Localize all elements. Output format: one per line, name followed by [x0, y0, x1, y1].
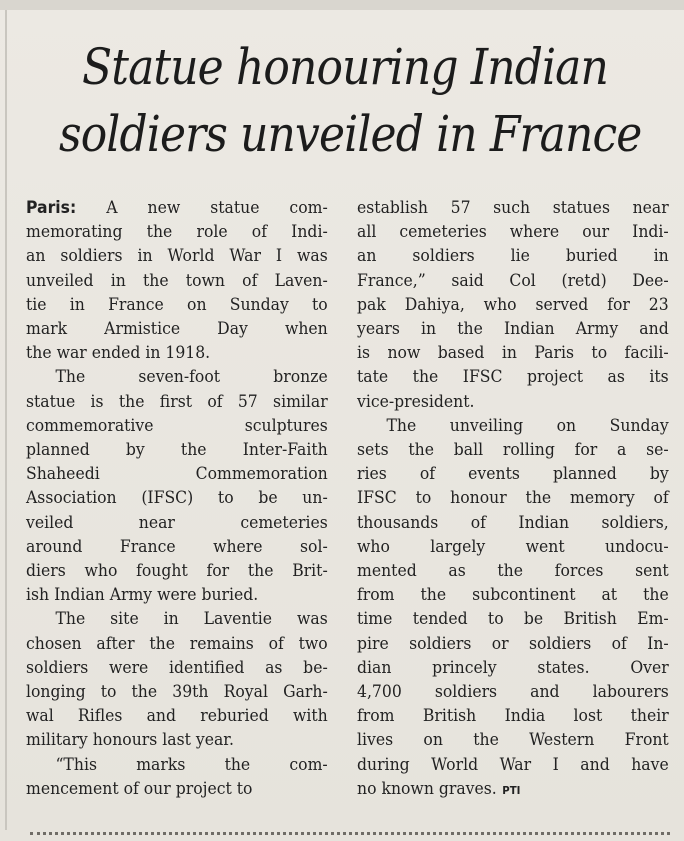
article-text-line: memorating the role of Indi- — [26, 222, 328, 243]
dateline: Paris: — [26, 198, 77, 218]
article-text-line: unveiled in the town of Laven- — [26, 270, 328, 291]
article-text-line: an soldiers lie buried in — [357, 246, 669, 267]
article-text-line: establish 57 such statues near — [357, 198, 669, 218]
article-column-left — [26, 196, 328, 801]
article-text-line: The seven-foot bronze — [55, 367, 328, 388]
article-text: A new statue com- — [76, 198, 328, 218]
article-text-line: statue is the first of 57 similar — [26, 391, 328, 412]
article-text-line: planned by the Inter-Faith — [26, 440, 328, 461]
article-text: no known graves. — [357, 778, 497, 799]
article-text-line: sets the ball rolling for a se- — [357, 440, 669, 461]
article-text-line: The unveiling on Sunday — [386, 415, 669, 436]
headline-line-2: soldiers unveiled in France — [59, 105, 642, 163]
article-text-line: mented as the forces sent — [357, 561, 669, 582]
byline: PTI — [502, 783, 521, 797]
article-text-line: thousands of Indian soldiers, — [357, 512, 669, 533]
article-text-line: tie in France on Sunday to — [26, 294, 328, 315]
article-text-line: soldiers were identified as be- — [26, 657, 328, 678]
article-text-line: IFSC to honour the memory of — [357, 488, 669, 509]
article-text-line: ish Indian Army were buried. — [26, 585, 259, 606]
article-text-line: time tended to be British Em- — [357, 609, 669, 630]
article-text-line: Shaheedi Commemoration — [26, 464, 328, 485]
article-text-line: mencement of our project to — [26, 778, 253, 799]
article-text-line: years in the Indian Army and — [357, 319, 669, 340]
article-text-line: ries of events planned by — [357, 464, 669, 485]
article-text-line — [26, 196, 328, 220]
article-text-line: from the subcontinent at the — [357, 585, 669, 606]
article-text-line: around France where sol- — [26, 536, 328, 557]
article-text-line: pire soldiers or soldiers of In- — [357, 633, 669, 654]
article-text-line: from British India lost their — [357, 706, 669, 727]
article-text-line: wal Rifles and reburied with — [26, 706, 328, 727]
article-text-line: pak Dahiya, who served for 23 — [357, 294, 669, 315]
article-text-line: dian princely states. Over — [357, 657, 669, 678]
article-text-line: is now based in Paris to facili- — [357, 343, 669, 364]
article-text-line: veiled near cemeteries — [26, 512, 328, 533]
article-text-line: vice-president. — [357, 391, 475, 412]
article-text-line: diers who fought for the Brit- — [26, 561, 328, 582]
article-text-line: France,” said Col (retd) Dee- — [357, 270, 669, 291]
dotted-separator — [30, 832, 670, 835]
article-text-line: the war ended in 1918. — [26, 343, 211, 364]
article-text-line: an soldiers in World War I was — [26, 246, 328, 267]
article-text-line: military honours last year. — [26, 730, 235, 751]
article-text-line: tate the IFSC project as its — [357, 367, 669, 388]
article-text-line: longing to the 39th Royal Garh- — [26, 682, 328, 703]
article-text-line: mark Armistice Day when — [26, 319, 328, 340]
headline — [59, 34, 642, 168]
article-text-line: Association (IFSC) to be un- — [26, 488, 328, 509]
column-rule — [5, 10, 7, 830]
article-text-line: lives on the Western Front — [357, 730, 669, 751]
article-text-line: commemorative sculptures — [26, 415, 328, 436]
article-text-line: The site in Laventie was — [55, 609, 328, 630]
headline-line-1: Statue honouring Indian — [82, 38, 608, 96]
article-text-line — [357, 777, 669, 803]
article-text-line: all cemeteries where our Indi- — [357, 222, 669, 243]
article-text-line: “This marks the com- — [55, 754, 328, 775]
article-column-right — [357, 196, 669, 803]
previous-article-strip — [0, 0, 684, 10]
article-text-line: who largely went undocu- — [357, 536, 669, 557]
article-text-line: during World War I and have — [357, 754, 669, 775]
article-text-line: chosen after the remains of two — [26, 633, 328, 654]
article-text-line: 4,700 soldiers and labourers — [357, 682, 669, 703]
